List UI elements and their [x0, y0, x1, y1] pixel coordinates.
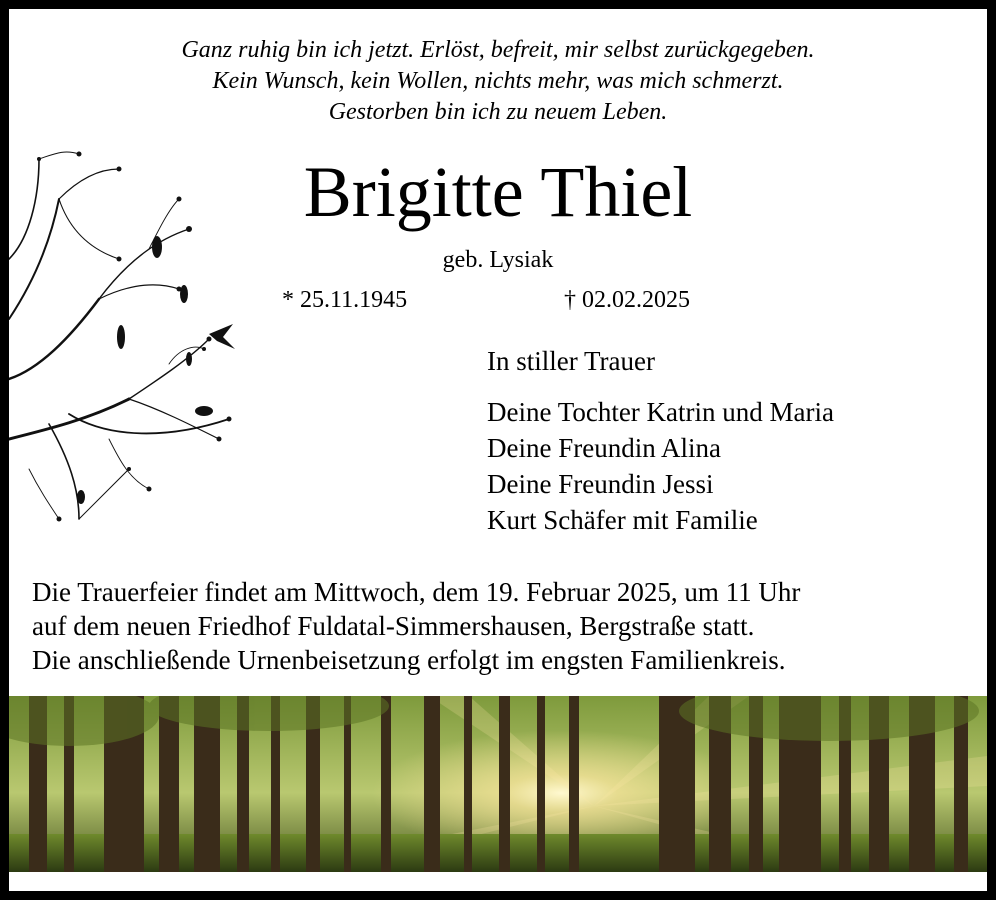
mourner-name: Deine Tochter Katrin und Maria: [487, 397, 834, 427]
mourner-name: Deine Freundin Jessi: [487, 469, 714, 499]
poem-line: Kein Wunsch, kein Wollen, nichts mehr, was mich schmerzt.: [212, 68, 784, 94]
mourning-intro: In stiller Trauer: [487, 346, 655, 376]
mourner-name: Kurt Schäfer mit Familie: [487, 505, 758, 535]
funeral-info-line: auf dem neuen Friedhof Fuldatal-Simmershausen, Bergstraße statt.: [32, 611, 755, 641]
funeral-info-line: Die Trauerfeier findet am Mittwoch, dem 19. Februar 2025, um 11 Uhr: [32, 577, 801, 607]
death-date: † 02.02.2025: [564, 287, 690, 313]
deceased-name: Brigitte Thiel: [303, 152, 693, 232]
forest-photo: [9, 696, 987, 872]
poem-line: Gestorben bin ich zu neuem Leben.: [328, 99, 668, 125]
birth-date: * 25.11.1945: [282, 287, 408, 313]
funeral-info-line: Die anschließende Urnenbeisetzung erfolgt im engsten Familienkreis.: [32, 645, 786, 675]
poem-line: Ganz ruhig bin ich jetzt. Erlöst, befreit, mir selbst zurückgegeben.: [181, 37, 815, 63]
maiden-name: geb. Lysiak: [442, 247, 554, 273]
mourner-name: Deine Freundin Alina: [487, 433, 721, 463]
